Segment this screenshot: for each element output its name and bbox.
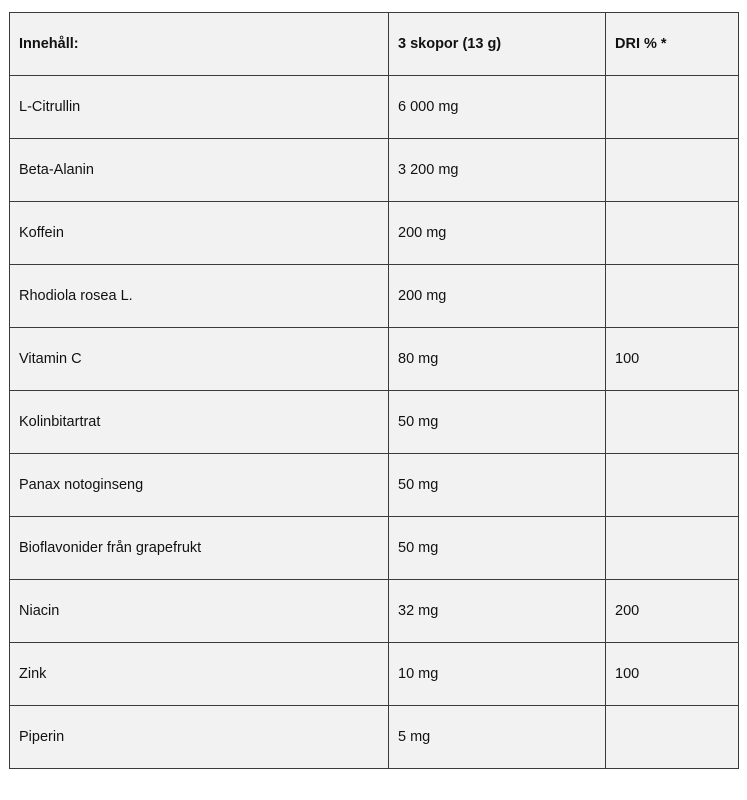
- ingredient-cell: Zink: [10, 643, 389, 706]
- table-row: [10, 202, 739, 265]
- dri-cell: [606, 454, 739, 517]
- amount-cell: 5 mg: [389, 706, 606, 769]
- table-row: [10, 391, 739, 454]
- dri-cell: 100: [606, 643, 739, 706]
- table-row: [10, 706, 739, 769]
- table-row: [10, 265, 739, 328]
- ingredient-cell: Niacin: [10, 580, 389, 643]
- header-ingredient: Innehåll:: [10, 13, 389, 76]
- dri-cell: [606, 202, 739, 265]
- nutrition-table: [9, 12, 739, 769]
- ingredient-cell: Bioflavonider från grapefrukt: [10, 517, 389, 580]
- header-dri: DRI % *: [606, 13, 739, 76]
- amount-cell: 50 mg: [389, 391, 606, 454]
- table-row: [10, 76, 739, 139]
- amount-cell: 80 mg: [389, 328, 606, 391]
- dri-cell: [606, 265, 739, 328]
- amount-cell: 50 mg: [389, 454, 606, 517]
- dri-cell: [606, 76, 739, 139]
- dri-cell: [606, 517, 739, 580]
- ingredient-cell: Rhodiola rosea L.: [10, 265, 389, 328]
- amount-cell: 3 200 mg: [389, 139, 606, 202]
- table-row: [10, 454, 739, 517]
- dri-cell: 200: [606, 580, 739, 643]
- ingredient-cell: Kolinbitartrat: [10, 391, 389, 454]
- dri-cell: [606, 706, 739, 769]
- table-row: [10, 517, 739, 580]
- nutrition-table-container: [9, 12, 739, 769]
- ingredient-cell: L-Citrullin: [10, 76, 389, 139]
- amount-cell: 32 mg: [389, 580, 606, 643]
- table-row: [10, 139, 739, 202]
- ingredient-cell: Beta-Alanin: [10, 139, 389, 202]
- header-amount: 3 skopor (13 g): [389, 13, 606, 76]
- amount-cell: 6 000 mg: [389, 76, 606, 139]
- ingredient-cell: Koffein: [10, 202, 389, 265]
- ingredient-cell: Piperin: [10, 706, 389, 769]
- ingredient-cell: Vitamin C: [10, 328, 389, 391]
- table-row: [10, 328, 739, 391]
- ingredient-cell: Panax notoginseng: [10, 454, 389, 517]
- amount-cell: 200 mg: [389, 265, 606, 328]
- table-row: [10, 643, 739, 706]
- amount-cell: 50 mg: [389, 517, 606, 580]
- amount-cell: 10 mg: [389, 643, 606, 706]
- amount-cell: 200 mg: [389, 202, 606, 265]
- dri-cell: [606, 139, 739, 202]
- dri-cell: [606, 391, 739, 454]
- table-row: [10, 580, 739, 643]
- table-header-row: [10, 13, 739, 76]
- dri-cell: 100: [606, 328, 739, 391]
